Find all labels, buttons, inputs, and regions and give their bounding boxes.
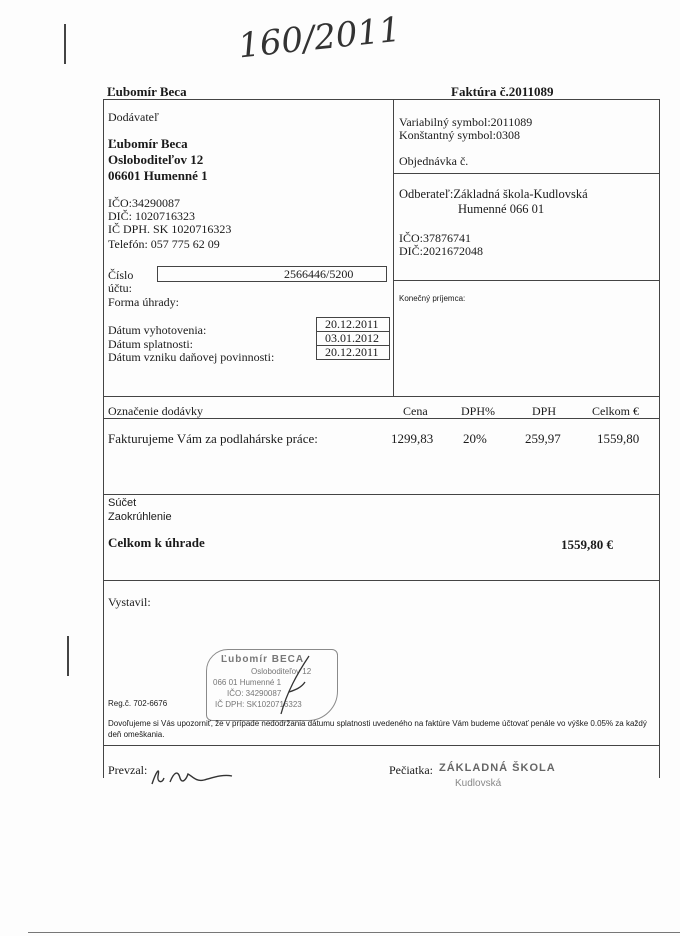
supplier-name: Ľubomír Beca (108, 136, 188, 151)
section-line-2 (103, 494, 660, 495)
total-due-label: Celkom k úhrade (108, 535, 205, 550)
stamp-line-5: IČ DPH: SK1020716323 (215, 700, 302, 709)
col-header-vat: DPH (532, 404, 557, 418)
right-border (659, 99, 660, 778)
supplier-dic: DIČ: 1020716323 (108, 209, 195, 223)
tax-date-label: Dátum vzniku daňovej povinnosti: (108, 350, 275, 364)
col-header-total: Celkom € (592, 404, 639, 418)
seal-label: Pečiatka: (389, 763, 433, 777)
payment-form-label: Forma úhrady: (108, 295, 179, 309)
mid-divider (393, 99, 394, 396)
stamp-line-1: Ľubomír BECA (221, 654, 305, 665)
row-total: 1559,80 (597, 431, 640, 446)
section-line-3 (103, 580, 660, 581)
row-vat: 259,97 (525, 431, 561, 446)
section-line-4 (103, 745, 660, 746)
margin-mark-bottom (67, 636, 69, 676)
stamp-line-4: IČO: 34290087 (227, 689, 282, 698)
due-date: 03.01.2012 (325, 331, 379, 345)
header-name: Ľubomír Beca (107, 84, 187, 99)
invoice-title: Faktúra č.2011089 (451, 84, 554, 99)
received-signature (148, 762, 238, 790)
final-recipient: Konečný príjemca: (399, 294, 466, 303)
supplier-heading: Dodávateľ (108, 110, 159, 124)
school-stamp-line-1: ZÁKLADNÁ ŠKOLA (439, 762, 556, 774)
col-header-description: Označenie dodávky (108, 404, 203, 418)
section-line-1 (103, 396, 660, 397)
handwritten-invoice-number: 160/2011 (236, 9, 403, 67)
stamp-signature (275, 652, 315, 722)
customer-ico: IČO:37876741 (399, 231, 471, 245)
total-due-value: 1559,80 € (561, 537, 613, 552)
received-label: Prevzal: (108, 763, 148, 777)
issue-date: 20.12.2011 (325, 317, 379, 331)
col-header-price: Cena (403, 404, 428, 418)
due-date-label: Dátum splatnosti: (108, 337, 193, 351)
supplier-ico: IČO:34290087 (108, 196, 180, 210)
stamp-line-2: Osloboditeľov 12 (251, 667, 312, 676)
left-border (103, 99, 104, 778)
late-payment-notice: Dovoľujeme si Vás upozorniť, že v prípade nedodržania dátumu splatnosti uvedeného na faktúre Vám budeme účtovať penále vo výške 0.05% za každý deň omeškania. (108, 719, 647, 739)
supplier-stamp (206, 649, 338, 721)
header-line (103, 99, 660, 100)
sum-label: Súčet (108, 497, 137, 509)
variable-symbol: Variabilný symbol:2011089 (399, 115, 533, 129)
customer-dic: DIČ:2021672048 (399, 244, 483, 258)
stamp-line-3: 066 01 Humenné 1 (213, 678, 282, 687)
issue-date-label: Dátum vyhotovenia: (108, 323, 207, 337)
col-header-vat-pct: DPH% (461, 404, 496, 418)
order-number: Objednávka č. (399, 154, 469, 168)
supplier-phone: Telefón: 057 775 62 09 (108, 237, 220, 251)
issued-by-label: Vystavil: (108, 595, 151, 609)
order-line (393, 173, 660, 174)
row-vat-pct: 20% (463, 431, 487, 446)
account-number: 2566446/5200 (284, 267, 354, 281)
customer-line-2: Humenné 066 01 (458, 202, 545, 216)
supplier-ic-dph: IČ DPH. SK 1020716323 (108, 222, 232, 236)
constant-symbol: Konštantný symbol:0308 (399, 128, 521, 142)
supplier-street: Osloboditeľov 12 (108, 152, 204, 167)
page-bottom-edge (28, 932, 680, 933)
margin-mark-top (64, 24, 66, 64)
table-header-line (103, 418, 660, 419)
registration-number: Reg.č. 702-6676 (108, 699, 168, 708)
row-price: 1299,83 (391, 431, 434, 446)
tax-date: 20.12.2011 (325, 345, 379, 359)
supplier-city: 06601 Humenné 1 (108, 168, 208, 183)
recipient-line (393, 280, 660, 281)
customer-line-1: Odberateľ:Základná škola-Kudlovská (399, 187, 588, 201)
account-label-1: Číslo (108, 268, 134, 282)
rounding-label: Zaokrúhlenie (108, 511, 172, 523)
school-stamp-line-2: Kudlovská (455, 778, 502, 789)
account-label-2: účtu: (108, 281, 132, 295)
row-description: Fakturujeme Vám za podlahárske práce: (108, 431, 318, 446)
